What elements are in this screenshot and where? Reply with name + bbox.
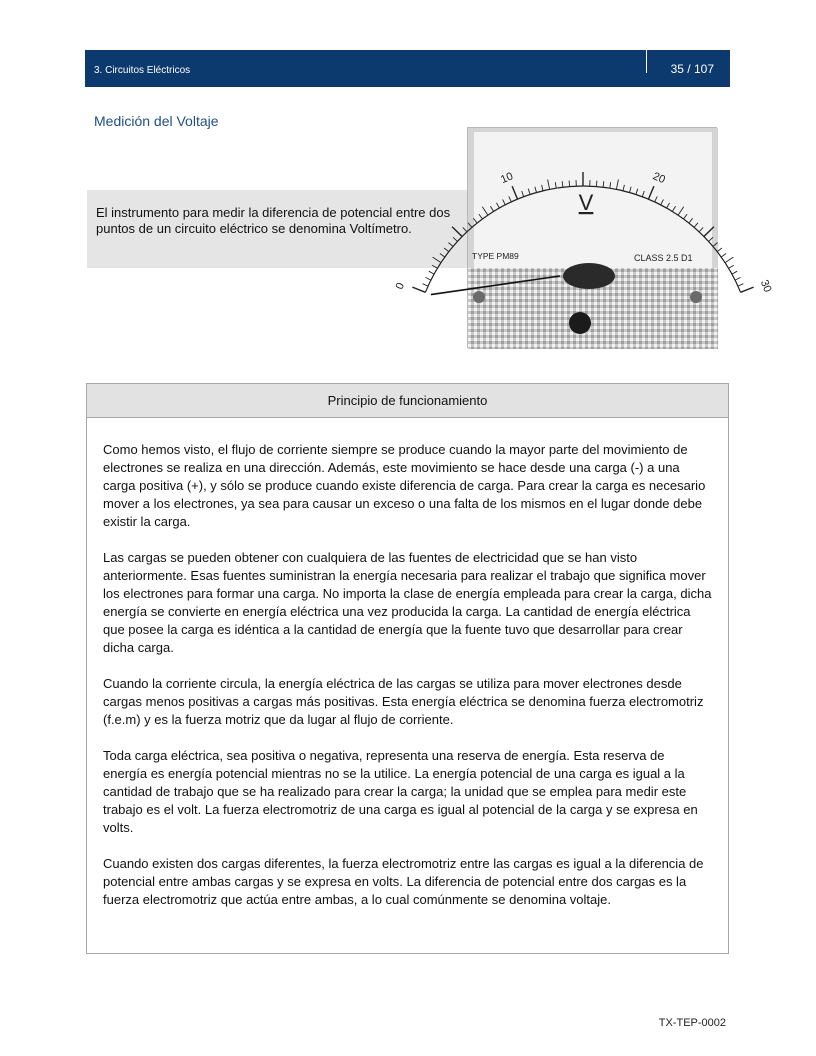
principle-paragraph: Cuando existen dos cargas diferentes, la fuerza electromotriz entre las cargas es igual a la diferencia de potencial entre ambas cargas y se expresa en volts. La diferencia de potencial entre dos cargas es la fuerza electromotriz que actúa entre ambas, a lo cual comúnmente se denomina voltaje.	[103, 856, 704, 907]
scale-tick	[732, 271, 737, 274]
section-title: 3. Circuitos Eléctricos	[94, 65, 191, 76]
page-header	[85, 50, 730, 87]
scale-tick	[429, 271, 434, 274]
scale-tick	[596, 181, 597, 187]
voltmeter-image	[393, 127, 774, 348]
principle-paragraph: Las cargas se pueden obtener con cualquiera de las fuentes de electricidad que se han visto anteriormente. Esas fuentes suministran la energía necesaria para realizar el trabajo que significa mover los electrones para formar una carga. No importa la clase de energía empleada para crear la carga, dicha energía se convierte en energía eléctrica una vez producida la carga. La cantidad de energía eléctrica que posee la carga es idéntica a la cantidad de energía que la fuente tuvo que desarrollar para crear dicha carga.	[103, 550, 712, 655]
document-code: TX-TEP-0002	[658, 1017, 726, 1029]
scale-tick	[738, 284, 743, 286]
scale-tick	[741, 287, 754, 292]
scale-tick	[725, 257, 733, 263]
page-number: 35 / 107	[670, 62, 714, 76]
zero-adjust-screw	[569, 312, 591, 334]
intro-text: El instrumento para medir la diferencia de potencial entre dos puntos de un circuito eléctrico se denomina Voltímetro.	[96, 205, 451, 236]
meter-movement	[563, 263, 615, 289]
scale-tick	[721, 254, 726, 258]
principle-heading: Principio de funcionamiento	[87, 384, 728, 418]
intro-text-box	[87, 190, 469, 268]
scale-tick	[412, 287, 425, 292]
scale-tick	[729, 265, 734, 268]
scale-label-0: 0	[393, 281, 408, 292]
scale-label-30: 30	[757, 278, 774, 295]
unit-symbol: V	[578, 190, 594, 215]
mount-screw-left	[473, 291, 485, 303]
scale-tick	[735, 277, 740, 280]
scale-label-20: 20	[650, 170, 667, 187]
class-label: CLASS 2.5 D1	[634, 253, 693, 263]
page-title: Medición del Voltaje	[94, 113, 219, 129]
principle-body	[87, 418, 728, 909]
header-divider	[646, 50, 647, 73]
principle-paragraph: Toda carga eléctrica, sea positiva o negativa, representa una reserva de energía. Esta reserva de energía es energía potencial mientras no se la utilice. La energía potencial de una carga es igual a la cantidad de trabajo que se ha realizado para crear la carga; la unidad que se emplea para medir este trabajo es el volt. La fuerza electromotriz de una carga es igual al potencial de la carga y se expresa en volts.	[103, 748, 698, 835]
principle-paragraph: Como hemos visto, el flujo de corriente siempre se produce cuando la mayor parte del movimiento de electrones se realiza en una dirección. Además, este movimiento se hace desde una carga (-) a una carga positiva (+), y sólo se produce cuando existe diferencia de carga. Para crear la carga es necesario mover a los electrones, ya sea para causar un exceso o una falta de los mismos en el lugar donde debe existir la carga.	[103, 442, 706, 529]
principle-panel	[86, 383, 729, 954]
scale-tick	[423, 284, 428, 286]
scale-label-10: 10	[499, 170, 516, 187]
scale-tick	[426, 277, 431, 280]
mount-screw-right	[690, 291, 702, 303]
principle-paragraph: Cuando la corriente circula, la energía eléctrica de las cargas se utiliza para mover electrones desde cargas menos positivas a cargas más positivas. Esta energía eléctrica se denomina fuerza electromotriz (f.e.m) y es la fuerza motriz que da lugar al flujo de corriente.	[103, 676, 704, 727]
type-label: TYPE PM89	[472, 251, 519, 261]
scale-tick	[569, 181, 570, 187]
